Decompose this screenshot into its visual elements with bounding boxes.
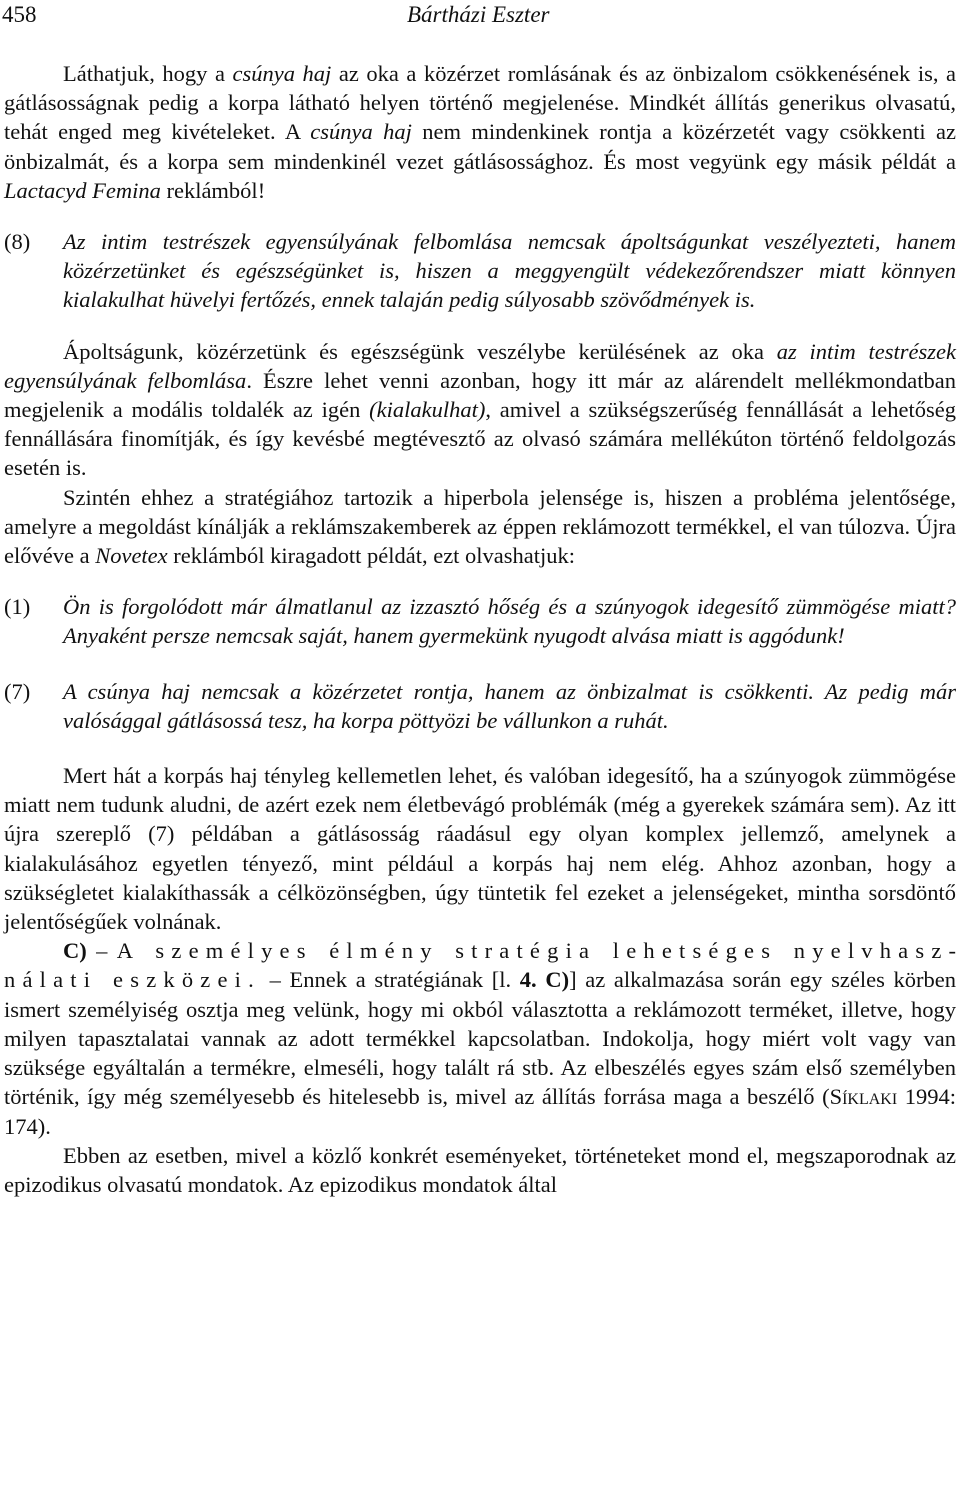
text-run: 1994: 174).: [4, 1084, 956, 1139]
text-run: – Ennek a stratégiának [l.: [260, 967, 520, 993]
spacer: [4, 735, 956, 761]
section-label: C): [63, 938, 87, 964]
text-run: reklámból!: [160, 177, 266, 203]
cross-reference: 4. C): [519, 967, 570, 993]
paragraph-5: [4, 936, 956, 1140]
text-run: reklámból kiragadott példát, ezt olvashatjuk:: [167, 543, 576, 569]
text-run: Szintén ehhez a stratégiához tartozik a hiperbola jelensége is, hiszen a probléma jelentősége, amelyre a megoldást kínálják a reklámszakemberek az éppen reklámozott termékkel, el van túlozva. Újra elővéve a: [4, 484, 956, 569]
text-run: Ebben az esetben, mivel a közlő konkrét eseményeket, történeteket mond el, megszaporodnak az epizodikus olvasatú mondatok. Az epizodikus mondatok által: [4, 1142, 956, 1197]
text-run: ] az alkalmazása során egy széles körben ismert személyiség osztja meg velünk, hogy mi okból választotta a reklámozott terméket, illetve, hogy milyen tapasztalatai vannak az adott termékkel kapcsolatban. Indokolja, hogy miért volt vagy van szüksége egyáltalán a termékre, elmeséli, hogy talált rá stb. Az elbeszélés egyes szám első személyben történik, így még személyesebb és hitelesebb is, mivel az állítás forrása maga a beszélő (: [4, 967, 956, 1110]
example-7: [4, 677, 956, 735]
text-run: az oka a közérzet romlásának és az önbizalom csökkenésének is, a gátlásosságnak pedig a korpa látható helyen történő megjelenése. Mindkét állítás generikus olvasatú, tehát enged meg kivételeket. A: [4, 61, 956, 145]
spacer: [4, 205, 956, 227]
running-head: Bártházi Eszter: [407, 2, 550, 27]
paragraph-3: [4, 483, 956, 571]
emphasis: az intim testrészek egyensúlyának felbomlása: [4, 338, 956, 393]
page-number: 458: [2, 2, 37, 27]
spacer: [4, 651, 956, 677]
emphasis: Lactacyd Femina: [4, 177, 161, 203]
emphasis: Novetex: [95, 543, 168, 569]
paragraph-6: [4, 1141, 956, 1199]
paragraph-1: [4, 59, 956, 205]
section-title: A személyes élmény stratégia lehetséges nyelvhasználati eszközei.: [4, 938, 957, 993]
example-1: [4, 592, 956, 650]
spacer: [4, 570, 956, 592]
text-run: Mert hát a korpás haj tényleg kellemetlen lehet, és valóban idegesítő, ha a szúnyogok zümmögése miatt nem tudunk aludni, de azért ezek nem életbevágó problémák (még a gyerekek számára sem). Az itt újra szereplő (7) példában a gátlásosság ráadásul egy olyan komplex jellemző, amelynek a kialakulásához egyetlen tényező, mint például a korpás haj nem elég. Ahhoz azonban, hogy a szükségletet kialakíthassák a célközönségben, úgy tüntetik fel ezeket a jelenségeket, mintha sorsdöntő jelentőségűek volnának.: [4, 763, 956, 935]
text-run: nem mindenkinek rontja a közérzetét vagy csökkenti az önbizalmát, és a korpa sem mindenkinél vezet gátlásossághoz. És most vegyünk egy másik példát a: [4, 119, 956, 174]
page-header: [0, 0, 960, 34]
text-run: –: [86, 938, 117, 964]
text-run: , amivel a szükségszerűség fennállását a lehetőség fennállására finomítják, és így kevésbé megtévesztő az olvasó számára mellékúton történő feldolgozás esetén is.: [4, 397, 956, 481]
example-text: Ön is forgolódott már álmatlanul az izzasztó hőség és a szúnyogok idegesítő zümmögése miatt? Anyaként persze nemcsak saját, hanem gyermekünk nyugodt alvása miatt is aggódunk!: [63, 594, 956, 649]
example-number: (1): [4, 594, 31, 620]
page-body: [4, 59, 956, 1199]
paragraph-4: [4, 761, 956, 936]
example-text: A csúnya haj nemcsak a közérzetet rontja, hanem az önbizalmat is csökkenti. Az pedig már valósággal gátlásossá tesz, ha korpa pöttyözi be vállunkon a ruhát.: [63, 678, 956, 733]
emphasis: csúnya haj: [232, 61, 332, 86]
paragraph-2: [4, 337, 956, 483]
author-name: Síklaki: [829, 1084, 898, 1110]
example-number: (8): [4, 229, 31, 255]
spacer: [4, 315, 956, 337]
text-run: . Észre lehet venni azonban, hogy itt már az alárendelt mellékmondatban megjelenik a modális toldalék az igén: [4, 367, 956, 423]
emphasis: (kialakulhat): [369, 397, 486, 423]
example-8: [4, 227, 956, 315]
example-number: (7): [4, 678, 31, 704]
emphasis: csúnya haj: [310, 119, 412, 145]
text-run: Láthatjuk, hogy a: [63, 61, 233, 86]
text-run: Ápoltságunk, közérzetünk és egészségünk veszélybe kerülésének az oka: [63, 338, 777, 364]
example-text: Az intim testrészek egyensúlyának felbomlása nemcsak ápoltságunkat veszélyezteti, hanem közérzetünket és egészségünket is, hiszen a meggyengült védekezőrendszer miatt könnyen kialakulhat hüvelyi fertőzés, ennek talaján pedig súlyosabb szövődmények is.: [63, 229, 956, 313]
